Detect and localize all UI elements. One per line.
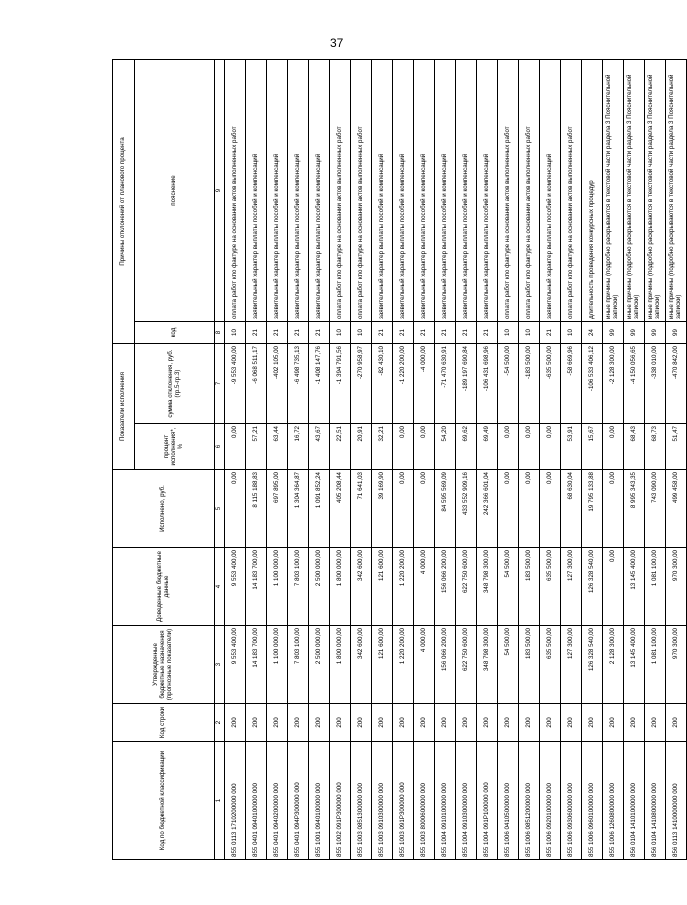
utverzhdennye-cell: 4 000,00 (414, 626, 435, 704)
procent-cell: 68,73 (645, 424, 666, 470)
utverzhdennye-cell: 14 183 700,00 (246, 626, 267, 704)
table-row (246, 59, 267, 859)
summa-otkloneniya-cell: -4 000,00 (414, 344, 435, 424)
table-row (435, 59, 456, 859)
kod-cell: 10 (225, 322, 246, 344)
kod-stroki-cell: 200 (582, 704, 603, 742)
dovedennye-cell: 13 145 400,00 (624, 548, 645, 626)
kod-cell: 99 (645, 322, 666, 344)
procent-cell: 69,62 (456, 424, 477, 470)
procent-cell: 68,43 (624, 424, 645, 470)
column-number: 6 (215, 424, 225, 470)
kod-stroki-cell: 200 (435, 704, 456, 742)
summa-otkloneniya-cell: -1 394 791,56 (330, 344, 351, 424)
kod-cell: 99 (603, 322, 624, 344)
dovedennye-cell: 14 183 700,00 (246, 548, 267, 626)
table-body (225, 59, 687, 859)
header-dovedennye: Доведенные бюджетные данные (113, 548, 215, 626)
kod-cell: 10 (561, 322, 582, 344)
summa-otkloneniya-cell: -58 669,96 (561, 344, 582, 424)
utverzhdennye-cell: 348 798 300,00 (477, 626, 498, 704)
header-pokazateli: Показатели исполнения (113, 344, 135, 470)
procent-cell: 69,49 (477, 424, 498, 470)
dovedennye-cell: 126 328 540,00 (582, 548, 603, 626)
ispolneno-cell: 0,00 (498, 470, 519, 548)
dovedennye-cell: 7 803 100,00 (288, 548, 309, 626)
poyasnenie-cell: оплата работ кпо фактуре на основании актов выполненных работ (351, 59, 372, 321)
procent-cell: 0,00 (519, 424, 540, 470)
table-row (624, 59, 645, 859)
kod-cell: 21 (456, 322, 477, 344)
procent-cell: 43,67 (309, 424, 330, 470)
procent-cell: 51,47 (666, 424, 687, 470)
dovedennye-cell: 342 600,00 (351, 548, 372, 626)
rotated-page (112, 60, 682, 860)
ispolneno-cell: 39 169,90 (372, 470, 393, 548)
header-prichiny: Причины отклонений от планового процента (113, 59, 135, 343)
header-procent: процент исполнения*, % (135, 424, 215, 470)
kod-cell: 21 (477, 322, 498, 344)
ispolneno-cell: 0,00 (225, 470, 246, 548)
kod-cell: 21 (267, 322, 288, 344)
summa-otkloneniya-cell: -6 068 511,17 (246, 344, 267, 424)
kod-stroki-cell: 200 (288, 704, 309, 742)
poyasnenie-cell: заявительный характер выплаты пособий и компенсаций (267, 59, 288, 321)
table-row (225, 59, 246, 859)
kod-cell: 21 (288, 322, 309, 344)
summa-otkloneniya-cell: -635 500,00 (540, 344, 561, 424)
kod-stroki-cell: 200 (666, 704, 687, 742)
ispolneno-cell: 0,00 (414, 470, 435, 548)
summa-otkloneniya-cell: -106 533 406,12 (582, 344, 603, 424)
header-utverzhdennye: Утвержденные бюджетные назначения (прогнозные показатели) (113, 626, 215, 704)
procent-cell: 20,91 (351, 424, 372, 470)
table-row (666, 59, 687, 859)
ispolneno-cell: 1 091 852,24 (309, 470, 330, 548)
poyasnenie-cell: заявительный характер выплаты пособий и компенсаций (246, 59, 267, 321)
poyasnenie-cell: заявительный характер выплаты пособий и компенсаций (309, 59, 330, 321)
rotated-table-container (112, 60, 682, 860)
dovedennye-cell: 54 500,00 (498, 548, 519, 626)
column-number: 4 (215, 548, 225, 626)
table-row (288, 59, 309, 859)
kod-cell: 21 (372, 322, 393, 344)
kod-cell: 21 (540, 322, 561, 344)
table-row (414, 59, 435, 859)
column-number: 5 (215, 470, 225, 548)
table-row (582, 59, 603, 859)
summa-otkloneniya-cell: -183 500,00 (519, 344, 540, 424)
kod-stroki-cell: 200 (561, 704, 582, 742)
header-summa-otkloneniya: сумма отклонения, руб. (гр.5-гр.3) (135, 344, 215, 424)
procent-cell: 54,20 (435, 424, 456, 470)
utverzhdennye-cell: 183 500,00 (519, 626, 540, 704)
summa-otkloneniya-cell: -1 220 200,00 (393, 344, 414, 424)
procent-cell: 0,00 (540, 424, 561, 470)
utverzhdennye-cell: 126 328 540,00 (582, 626, 603, 704)
kod-stroki-cell: 200 (414, 704, 435, 742)
poyasnenie-cell: заявительный характер выплаты пособий и компенсаций (435, 59, 456, 321)
summa-otkloneniya-cell: -82 430,10 (372, 344, 393, 424)
poyasnenie-cell: оплата работ кпо фактуре на основании актов выполненных работ (330, 59, 351, 321)
kod-stroki-cell: 200 (225, 704, 246, 742)
utverzhdennye-cell: 156 066 200,00 (435, 626, 456, 704)
table-row (351, 59, 372, 859)
utverzhdennye-cell: 7 803 100,00 (288, 626, 309, 704)
dovedennye-cell: 970 300,00 (666, 548, 687, 626)
kod-stroki-cell: 200 (267, 704, 288, 742)
utverzhdennye-cell: 127 300,00 (561, 626, 582, 704)
budget-execution-table (112, 59, 687, 860)
kbk-cell: 855 1004 091P100000 000 (477, 742, 498, 860)
procent-cell: 0,00 (414, 424, 435, 470)
kod-stroki-cell: 200 (624, 704, 645, 742)
ispolneno-cell: 242 366 601,04 (477, 470, 498, 548)
utverzhdennye-cell: 2 500 000,00 (309, 626, 330, 704)
kbk-cell: 856 0113 1410000000 000 (666, 742, 687, 860)
utverzhdennye-cell: 1 100 000,00 (267, 626, 288, 704)
procent-cell: 53,91 (561, 424, 582, 470)
utverzhdennye-cell: 622 750 600,00 (456, 626, 477, 704)
poyasnenie-cell: заявительный характер выплаты пособий и компенсаций (477, 59, 498, 321)
summa-otkloneniya-cell: -470 842,00 (666, 344, 687, 424)
table-row (477, 59, 498, 859)
summa-otkloneniya-cell: -9 553 400,00 (225, 344, 246, 424)
kbk-cell: 855 1006 0930600000 000 (561, 742, 582, 860)
kbk-cell: 855 1006 0920100000 000 (540, 742, 561, 860)
kod-cell: 21 (246, 322, 267, 344)
column-number: 9 (215, 59, 225, 321)
column-number: 3 (215, 626, 225, 704)
poyasnenie-cell: оплата работ кпо фактуре на основании актов выполненных работ (498, 59, 519, 321)
ispolneno-cell: 0,00 (519, 470, 540, 548)
poyasnenie-cell: оплата работ кпо фактуре на основании актов выполненных работ (519, 59, 540, 321)
ispolneno-cell: 19 795 133,88 (582, 470, 603, 548)
procent-cell: 16,72 (288, 424, 309, 470)
kbk-cell: 855 1006 1260800000 000 (603, 742, 624, 860)
table-row (330, 59, 351, 859)
dovedennye-cell: 635 500,00 (540, 548, 561, 626)
procent-cell: 0,00 (603, 424, 624, 470)
summa-otkloneniya-cell: -54 500,00 (498, 344, 519, 424)
utverzhdennye-cell: 2 128 300,00 (603, 626, 624, 704)
kbk-cell: 855 0401 094P300000 000 (288, 742, 309, 860)
ispolneno-cell: 8 115 188,83 (246, 470, 267, 548)
table-row (267, 59, 288, 859)
table-row (603, 59, 624, 859)
kbk-cell: 855 1001 0940100000 000 (309, 742, 330, 860)
page-number: 37 (330, 36, 344, 50)
ispolneno-cell: 433 552 909,16 (456, 470, 477, 548)
dovedennye-cell: 622 750 600,00 (456, 548, 477, 626)
kbk-cell: 856 0104 1410100000 000 (624, 742, 645, 860)
kbk-cell: 855 1002 091P300000 000 (330, 742, 351, 860)
kod-cell: 24 (582, 322, 603, 344)
utverzhdennye-cell: 970 300,00 (666, 626, 687, 704)
dovedennye-cell: 1 081 100,00 (645, 548, 666, 626)
ispolneno-cell: 1 304 364,87 (288, 470, 309, 548)
dovedennye-cell: 1 800 000,00 (330, 548, 351, 626)
ispolneno-cell: 84 595 569,09 (435, 470, 456, 548)
utverzhdennye-cell: 342 600,00 (351, 626, 372, 704)
utverzhdennye-cell: 13 145 400,00 (624, 626, 645, 704)
kod-stroki-cell: 200 (540, 704, 561, 742)
header-ispolneno: Исполнено, руб. (113, 470, 215, 548)
dovedennye-cell: 121 600,00 (372, 548, 393, 626)
dovedennye-cell: 156 066 200,00 (435, 548, 456, 626)
procent-cell: 22,51 (330, 424, 351, 470)
summa-otkloneniya-cell: -4 150 056,65 (624, 344, 645, 424)
procent-cell: 0,00 (225, 424, 246, 470)
kod-stroki-cell: 200 (645, 704, 666, 742)
header-kod-stroki: Код строки (113, 704, 215, 742)
kbk-cell: 855 1003 091P300000 000 (393, 742, 414, 860)
table-row (561, 59, 582, 859)
poyasnenie-cell: иные причины (подробно раскрываются в текстовой части раздела 3 Пояснительной записки) (645, 59, 666, 321)
column-number-row (215, 59, 225, 859)
table-row (372, 59, 393, 859)
utverzhdennye-cell: 1 800 000,00 (330, 626, 351, 704)
dovedennye-cell: 1 100 000,00 (267, 548, 288, 626)
kbk-cell: 855 0401 0940200000 000 (267, 742, 288, 860)
procent-cell: 0,00 (393, 424, 414, 470)
ispolneno-cell: 405 208,44 (330, 470, 351, 548)
ispolneno-cell: 0,00 (540, 470, 561, 548)
kod-cell: 21 (393, 322, 414, 344)
dovedennye-cell: 348 798 300,00 (477, 548, 498, 626)
ispolneno-cell: 743 090,00 (645, 470, 666, 548)
dovedennye-cell: 183 500,00 (519, 548, 540, 626)
kod-stroki-cell: 200 (477, 704, 498, 742)
kod-cell: 21 (309, 322, 330, 344)
poyasnenie-cell: иные причины (подробно раскрываются в текстовой части раздела 3 Пояснительной записки) (666, 59, 687, 321)
kod-cell: 10 (330, 322, 351, 344)
header-kod: код (135, 322, 215, 344)
summa-otkloneniya-cell: -2 128 300,00 (603, 344, 624, 424)
procent-cell: 63,44 (267, 424, 288, 470)
kbk-cell: 855 1003 8000600000 000 (414, 742, 435, 860)
summa-otkloneniya-cell: -71 470 630,91 (435, 344, 456, 424)
table-row (309, 59, 330, 859)
poyasnenie-cell: оплата работ кпо фактуре на основании актов выполненных работ (225, 59, 246, 321)
utverzhdennye-cell: 1 220 200,00 (393, 626, 414, 704)
table-row (519, 59, 540, 859)
kbk-cell: 856 0104 1410800000 000 (645, 742, 666, 860)
kod-cell: 99 (666, 322, 687, 344)
dovedennye-cell: 1 220 200,00 (393, 548, 414, 626)
summa-otkloneniya-cell: -189 197 690,84 (456, 344, 477, 424)
dovedennye-cell: 2 500 000,00 (309, 548, 330, 626)
table-row (393, 59, 414, 859)
kbk-cell: 855 1004 0910300000 000 (456, 742, 477, 860)
procent-cell: 0,00 (498, 424, 519, 470)
kod-stroki-cell: 200 (519, 704, 540, 742)
summa-otkloneniya-cell: -106 431 698,96 (477, 344, 498, 424)
procent-cell: 15,67 (582, 424, 603, 470)
table-row (540, 59, 561, 859)
table-row (498, 59, 519, 859)
kod-stroki-cell: 200 (351, 704, 372, 742)
utverzhdennye-cell: 121 600,00 (372, 626, 393, 704)
kbk-cell: 855 1006 0851200000 000 (519, 742, 540, 860)
kbk-cell: 855 1004 0910100000 000 (435, 742, 456, 860)
kod-stroki-cell: 200 (330, 704, 351, 742)
kbk-cell: 855 1006 0410500000 000 (498, 742, 519, 860)
utverzhdennye-cell: 54 500,00 (498, 626, 519, 704)
summa-otkloneniya-cell: -338 010,00 (645, 344, 666, 424)
kod-stroki-cell: 200 (603, 704, 624, 742)
ispolneno-cell: 0,00 (393, 470, 414, 548)
ispolneno-cell: 0,00 (603, 470, 624, 548)
poyasnenie-cell: иные причины (подробно раскрываются в текстовой части раздела 3 Пояснительной записки) (624, 59, 645, 321)
kod-cell: 21 (435, 322, 456, 344)
utverzhdennye-cell: 635 500,00 (540, 626, 561, 704)
kod-stroki-cell: 200 (309, 704, 330, 742)
header-kbk: Код по бюджетной классификации (113, 742, 215, 860)
dovedennye-cell: 4 000,00 (414, 548, 435, 626)
column-number: 8 (215, 322, 225, 344)
poyasnenie-cell: заявительный характер выплаты пособий и компенсаций (372, 59, 393, 321)
kbk-cell: 855 1003 0851300000 000 (351, 742, 372, 860)
kod-cell: 10 (498, 322, 519, 344)
poyasnenie-cell: заявительный характер выплаты пособий и компенсаций (456, 59, 477, 321)
table-row (456, 59, 477, 859)
kbk-cell: 855 0113 1710200000 000 (225, 742, 246, 860)
ispolneno-cell: 71 641,03 (351, 470, 372, 548)
summa-otkloneniya-cell: -1 408 147,76 (309, 344, 330, 424)
procent-cell: 32,21 (372, 424, 393, 470)
kod-stroki-cell: 200 (246, 704, 267, 742)
ispolneno-cell: 8 995 343,35 (624, 470, 645, 548)
kod-stroki-cell: 200 (393, 704, 414, 742)
poyasnenie-cell: заявительный характер выплаты пособий и компенсаций (393, 59, 414, 321)
utverzhdennye-cell: 1 081 100,00 (645, 626, 666, 704)
kbk-cell: 855 0401 0940100000 000 (246, 742, 267, 860)
kod-cell: 21 (414, 322, 435, 344)
kod-cell: 10 (519, 322, 540, 344)
column-number: 2 (215, 704, 225, 742)
column-number: 7 (215, 344, 225, 424)
dovedennye-cell: 9 553 400,00 (225, 548, 246, 626)
kbk-cell: 855 1003 0910300000 000 (372, 742, 393, 860)
dovedennye-cell: 127 300,00 (561, 548, 582, 626)
procent-cell: 57,21 (246, 424, 267, 470)
kbk-cell: 855 1006 0960100000 000 (582, 742, 603, 860)
ispolneno-cell: 499 458,00 (666, 470, 687, 548)
poyasnenie-cell: иные причины (подробно раскрываются в текстовой части раздела 3 Пояснительной записки) (603, 59, 624, 321)
summa-otkloneniya-cell: -270 958,97 (351, 344, 372, 424)
header-poyasnenie: пояснение (135, 59, 215, 321)
poyasnenie-cell: длительность проведения конкурсных процедур (582, 59, 603, 321)
kod-stroki-cell: 200 (372, 704, 393, 742)
kod-stroki-cell: 200 (456, 704, 477, 742)
ispolneno-cell: 68 630,04 (561, 470, 582, 548)
column-number: 1 (215, 742, 225, 860)
kod-cell: 99 (624, 322, 645, 344)
kod-stroki-cell: 200 (498, 704, 519, 742)
poyasnenie-cell: заявительный характер выплаты пособий и компенсаций (540, 59, 561, 321)
poyasnenie-cell: заявительный характер выплаты пособий и компенсаций (288, 59, 309, 321)
table-row (645, 59, 666, 859)
summa-otkloneniya-cell: -6 498 735,13 (288, 344, 309, 424)
poyasnenie-cell: оплата работ кпо фактуре на основании актов выполненных работ (561, 59, 582, 321)
ispolneno-cell: 697 895,00 (267, 470, 288, 548)
summa-otkloneniya-cell: -402 105,00 (267, 344, 288, 424)
kod-cell: 10 (351, 322, 372, 344)
dovedennye-cell: 0,00 (603, 548, 624, 626)
poyasnenie-cell: заявительный характер выплаты пособий и компенсаций (414, 59, 435, 321)
utverzhdennye-cell: 9 553 400,00 (225, 626, 246, 704)
